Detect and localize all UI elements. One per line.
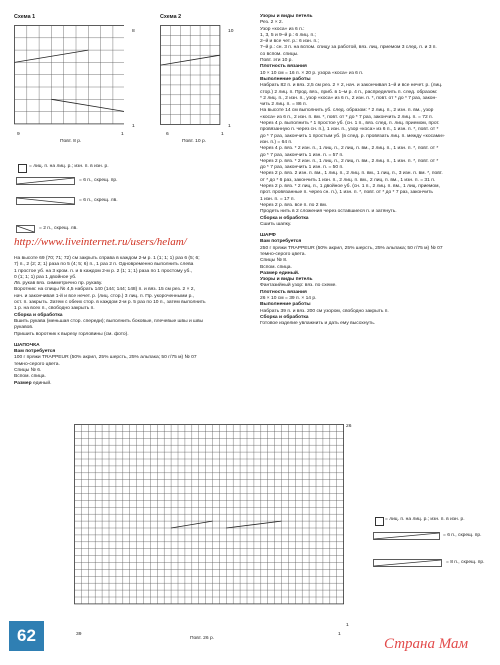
right-heading: Плотность вязания bbox=[260, 289, 307, 295]
scheme2-grid bbox=[160, 25, 225, 130]
right-text-line: Рез. 2 × 2. bbox=[260, 20, 283, 26]
right-text-line: Фантазийный узор: вяз. по схеме. bbox=[260, 283, 337, 289]
legend-plain-stitch: = лиц. п. на лиц. р.; изн. п. в изн. р. bbox=[29, 164, 109, 169]
left-column bbox=[14, 256, 250, 387]
right-text-line: Через 4 р. выполнить * 1 простое уб. (сн. 1 п., вяз. след. п. лиц. приемом, прот. bbox=[260, 121, 440, 127]
scheme1-row-top: 8 bbox=[132, 29, 135, 34]
right-text-line: Повт. эти 10 р. bbox=[260, 58, 293, 64]
right-text-line: Через 2 р. вяз. 2 изн. п. вм., 1 лиц. п., 2 лиц. п. вм., 1 лиц. п., 3 изн. п. вм. *, повт. bbox=[260, 171, 443, 177]
right-text-line: 10 × 10 см = 16 п. × 20 р. узора «коса» из 6 п. bbox=[260, 70, 364, 76]
legend-cable6-right: = 6 п., скрещ. пр. bbox=[79, 178, 118, 183]
scheme2-row-bottom: 1 bbox=[228, 124, 231, 129]
legend2-cable6-right-icon bbox=[373, 532, 441, 540]
right-text-line: со вспом. спицы. bbox=[260, 51, 299, 57]
legend2-plain-stitch: = лиц. п. на лиц. р.; изн. п. в изн. р. bbox=[385, 517, 465, 522]
legend-cable2-left-icon bbox=[16, 225, 36, 233]
hat-size-value: единый. bbox=[31, 380, 52, 386]
hat-size-label: Размер bbox=[14, 380, 32, 386]
right-text-line: Узор «коса» из 6 п.: bbox=[260, 26, 305, 32]
hat-text-line: темно-серого цвета. bbox=[14, 361, 60, 367]
assembly-text-line: Вшить рукава (меньшая стор. спереди); выполнить боковые, плечевые швы и швы bbox=[14, 318, 204, 324]
left-text-line: Воротник: на спицы № 4,5 набрать 140 (144; 144; 148) п. и вяз. 15 см рез. 2 × 2, bbox=[14, 287, 195, 293]
right-text-line: до * 7 раз, закончить 1 изн. п. = 50 п. bbox=[260, 165, 344, 171]
right-text-line: Набрать 39 п. и вяз. 200 см узором, свободно закрыть п. bbox=[260, 308, 389, 314]
right-text-line: от * до * 6 раз, закончить 1 изн. п., 2 лиц. п. вм., 2 лиц. п. вм., 1 изн. п. = 31 п. bbox=[260, 177, 436, 183]
right-heading: Выполнение работы bbox=[260, 76, 311, 82]
hat-title: ШАПОЧКА bbox=[14, 342, 40, 348]
right-text-line: Сшить шапку. bbox=[260, 221, 292, 227]
right-text-line: Готовое изделие увлажнить и дать ему высохнуть. bbox=[260, 321, 376, 327]
scheme1-title: Схема 1 bbox=[14, 14, 36, 20]
watermark-logo: Страна Мам bbox=[384, 636, 469, 652]
left-text-line: ост. п. закрыть. Затем с обеих стор. в каждом 2-м р. 5 раз по 10 п., затем выполнить bbox=[14, 300, 206, 306]
right-text-line: 2–й и все чет. р.: 6 изн. п.; bbox=[260, 39, 319, 45]
legend-cable6-left-icon bbox=[16, 197, 76, 205]
left-text-line: 0 (1; 1; 1) раз 1 двойное уб. bbox=[14, 274, 77, 280]
right-text-line: Набрать 82 п. и вяз. 2,5 см рез. 2 × 2, нач. и закончивая 1–й и все нечет. р. (лиц. bbox=[260, 83, 443, 89]
right-text-line: Через 2 р. вяз. все п. по 2 вм. bbox=[260, 202, 328, 208]
right-heading: Выполнение работы bbox=[260, 302, 311, 308]
right-heading: Вам потребуется bbox=[260, 239, 302, 245]
scarf-chart-row-bottom: 1 bbox=[346, 623, 349, 628]
scarf-chart-col-right: 1 bbox=[338, 632, 341, 637]
legend2-plain-stitch-icon bbox=[375, 517, 384, 526]
right-column bbox=[260, 14, 492, 328]
right-text-line: изн. п.) = 64 п. bbox=[260, 139, 293, 145]
right-text-line: Спицы № 8. bbox=[260, 258, 288, 264]
scheme2-col-right: 1 bbox=[221, 132, 224, 137]
scheme1-col-right: 1 bbox=[121, 132, 124, 137]
right-text-line: Через 2 р. вяз. * 2 лиц. п., 1 двойное уб. (сн. 1 п., 2 лиц. п. вм., 1 лиц. приемом, bbox=[260, 184, 440, 190]
right-text-line: стор.) 2 лиц. п. Прод. вяз., приб. в 1–м р. 4 п., распределить п. след. образом: bbox=[260, 89, 438, 95]
right-text-line: 1, 3, 5 и 9–й р.: 6 лиц. п.; bbox=[260, 32, 316, 38]
scarf-chart-grid bbox=[74, 424, 344, 630]
hat-need-heading: Вам потребуется bbox=[14, 349, 56, 355]
assembly-text-line: Пришить воротник к вырезу горловины (см. фото). bbox=[14, 331, 129, 337]
right-text-line: Продеть нить в 2 сложения через оставшиеся п. и затянуть. bbox=[260, 209, 397, 215]
scheme1-repeat: Повт. 8 р. bbox=[60, 139, 82, 144]
right-heading: Сборка и обработка bbox=[260, 314, 309, 320]
left-text-line: На высоте 69 (70; 71; 72) см закрыть справа в каждом 2-м р. 1 (1; 1; 1) раз 6 (5; 6; bbox=[14, 256, 200, 261]
right-text-line: 26 × 10 см = 39 п. × 14 р. bbox=[260, 296, 317, 302]
legend-cable6-right-icon bbox=[16, 177, 76, 185]
legend-plain-stitch-icon bbox=[18, 164, 27, 173]
right-heading: ШАРФ bbox=[260, 233, 276, 239]
right-text-line: Вспом. спица. bbox=[260, 264, 292, 270]
right-text-line: 1 изн. п. = 17 п. bbox=[260, 196, 295, 202]
left-text-line: нач. и закончивая 1-й и все нечет. р. (лиц. стор.) 3 лиц. п. Пр. укороченными р., bbox=[14, 293, 195, 299]
right-text-line: Через 2 р. вяз. * 2 изн. п., 1 лиц. п., 2 лиц. п. вм., 2 лиц. п., 1 изн. п. *, повт. от * bbox=[260, 158, 439, 164]
scheme2-col-left: 6 bbox=[166, 132, 169, 137]
right-heading: Плотность вязания bbox=[260, 64, 307, 70]
legend2-cable8-right: = 8 п., скрещ. пр. bbox=[446, 560, 485, 565]
legend2-cable6-right: = 6 п., скрещ. пр. bbox=[443, 533, 482, 538]
right-text-line: темно-серого цвета. bbox=[260, 251, 306, 257]
hat-text-line: 100 г пряжи TRAPPEUR (50% акрил, 25% шерсть, 25% альпака; 50 г/75 м) № 07 bbox=[14, 355, 197, 361]
right-text-line: чить 2 лиц. п. = 86 п. bbox=[260, 102, 307, 108]
hat-text-line: Спицы № 6. bbox=[14, 368, 42, 374]
scarf-chart-col-left: 39 bbox=[76, 632, 82, 637]
hat-size bbox=[14, 381, 250, 387]
legend2-cable8-right-icon bbox=[373, 559, 443, 567]
right-text-line: провязанную п. через сн. п.), 1 изн. п., узор «коса» из 6 п., 1 изн. п. *, повт. от * bbox=[260, 127, 439, 133]
right-text-line: прот. провязанные п. через сн. п.), 1 изн. п. *, повт. от * до * 7 раз, закончить bbox=[260, 190, 433, 196]
right-text-line: 7–й р.: сн. 3 п. на вспом. спицу за работой, вяз. лиц. приемом 3 след. п. и 3 п. bbox=[260, 45, 437, 51]
right-text-line: до * 7 раз, закончить 1 простым уб. (в след. р. провязать лиц. п. между «косами» bbox=[260, 133, 445, 139]
page-number: 62 bbox=[9, 621, 44, 651]
right-text-line: Через 4 р. вяз. * 2 изн. п., 1 лиц. п., 2 лиц. п. вм., 2 лиц. п., 1 изн. п. *, повт. от * bbox=[260, 146, 439, 152]
left-text-line: 7) п., 2 (2; 2; 1) раза по 5 (4; 5; 6) п., 1 раз 2 п. Одновременно выполнить слева bbox=[14, 262, 194, 268]
scarf-chart-row-top: 26 bbox=[346, 424, 352, 429]
right-text-line: 250 г пряжи TRAPPEUR (50% акрил, 25% шерсть, 25% альпака; 50 г/75 м) № 07 bbox=[260, 245, 443, 251]
legend-cable2-left: = 2 п., скрещ. лв. bbox=[39, 226, 78, 231]
left-text-line: 1 р. на всех п., свободно закрыть п. bbox=[14, 306, 95, 312]
scheme1-col-left: 9 bbox=[17, 132, 20, 137]
right-heading: Размер единый. bbox=[260, 270, 300, 276]
scheme2-title: Схема 2 bbox=[160, 14, 182, 20]
scheme1-row-bottom: 1 bbox=[132, 124, 135, 129]
right-heading: Узоры и виды петель bbox=[260, 277, 313, 283]
scheme2-repeat: Повт. 10 р. bbox=[182, 139, 207, 144]
scheme1-grid bbox=[14, 25, 124, 130]
scheme2-row-top: 10 bbox=[228, 29, 234, 34]
source-url[interactable]: http://www.liveinternet.ru/users/helam/ bbox=[14, 236, 187, 248]
right-text-line: до * 7 раз, закончить 1 изн. п. = 57 п. bbox=[260, 152, 344, 158]
right-heading: Узоры и виды петель bbox=[260, 14, 313, 19]
assembly-text-line: рукавов. bbox=[14, 325, 34, 331]
left-text-line: Лв. рукав вяз. симметрично пр. рукаву. bbox=[14, 281, 103, 287]
hat-text-line: Вспом. спица. bbox=[14, 374, 46, 380]
right-text-line: «коса» из 6 п., 2 изн. п. вм. *, повт. от * до * 7 раз, закончить 2 лиц. п. = 72 п. bbox=[260, 114, 434, 120]
scarf-chart-repeat: Повт. 26 р. bbox=[190, 636, 215, 641]
left-text-line: 1 простое уб. на 3 кром. п. и в каждом 2-м р. 2 (1; 1; 1) раза по 1 простому уб., bbox=[14, 268, 193, 274]
right-heading: Сборка и обработка bbox=[260, 215, 309, 221]
right-text-line: * 2 лиц. п., 2 изн. п., узор «коса» из 6 п., 2 изн. п. *, повт. от * до * 7 раз, закон- bbox=[260, 95, 437, 101]
right-text-line: На высоте 14 см выполнить уб. след. образом: * 2 лиц. п., 2 изн. п. вм., узор bbox=[260, 108, 434, 114]
legend-cable6-left: = 6 п., скрещ. лв. bbox=[79, 198, 118, 203]
assembly-heading: Сборка и обработка bbox=[14, 312, 63, 318]
